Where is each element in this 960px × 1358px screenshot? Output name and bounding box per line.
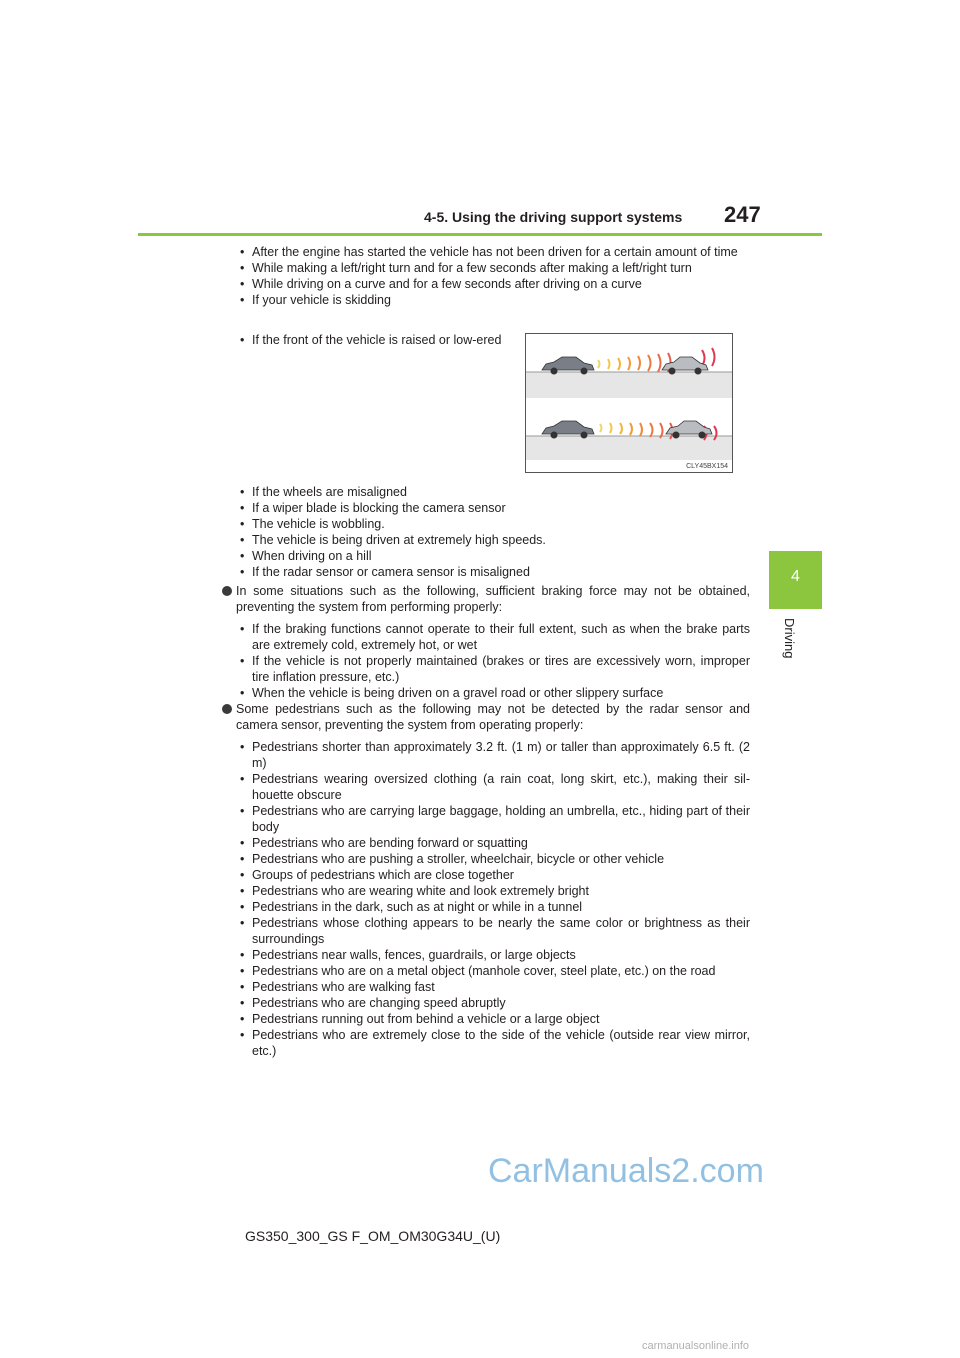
chapter-number: 4 <box>791 568 800 585</box>
list-item: • The vehicle is wobbling. <box>236 516 750 532</box>
vehicle-illustration <box>525 333 733 473</box>
figure-bullet <box>236 332 508 348</box>
list-item: • Pedestrians running out from behind a vehicle or a large object <box>236 1011 750 1027</box>
list-item: • While driving on a curve and for a few seconds after driving on a curve <box>236 276 750 292</box>
list-item: • If the front of the vehicle is raised or low-ered <box>236 332 508 348</box>
list-item: • Pedestrians who are extremely close to the side of the vehicle (outside rear view mirror, etc.) <box>236 1027 750 1059</box>
chapter-label <box>782 618 803 678</box>
list-item: • Pedestrians who are bending forward or squatting <box>236 835 750 851</box>
chapter-label-text: Driving <box>782 618 797 659</box>
list-item: • If a wiper blade is blocking the camera sensor <box>236 500 750 516</box>
list-item: • Pedestrians who are changing speed abruptly <box>236 995 750 1011</box>
list-item: • Pedestrians who are carrying large baggage, holding an umbrella, etc., hiding part of their body <box>236 803 750 835</box>
list-item: • Pedestrians whose clothing appears to be nearly the same color or brightness as their surroundings <box>236 915 750 947</box>
list-item: • Groups of pedestrians which are close together <box>236 867 750 883</box>
header-rule <box>138 233 822 236</box>
list-item: • After the engine has started the vehicle has not been driven for a certain amount of time <box>236 244 750 260</box>
document-code: GS350_300_GS F_OM_OM30G34U_(U) <box>245 1228 501 1244</box>
list-item: • Pedestrians who are on a metal object (manhole cover, steel plate, etc.) on the road <box>236 963 750 979</box>
list-item: • When driving on a hill <box>236 548 750 564</box>
section-title: 4-5. Using the driving support systems <box>424 209 683 225</box>
watermark-url[interactable]: carmanualsonline.info <box>642 1340 750 1352</box>
list-item: • Pedestrians near walls, fences, guardrails, or large objects <box>236 947 750 963</box>
list-item: • Pedestrians who are wearing white and look extremely bright <box>236 883 750 899</box>
list-item: • If the wheels are misaligned <box>236 484 750 500</box>
chapter-tab <box>769 551 822 609</box>
figure-code: CLY45BX154 <box>686 463 728 470</box>
list-item: • While making a left/right turn and for a few seconds after making a left/right turn <box>236 260 750 276</box>
list-item: • Pedestrians who are walking fast <box>236 979 750 995</box>
circle-bullet-icon <box>222 704 232 714</box>
list-item: • If the radar sensor or camera sensor is misaligned <box>236 564 750 580</box>
top-bullet-list <box>236 244 750 308</box>
watermark-logo[interactable] <box>488 1152 764 1198</box>
list-item: • Pedestrians wearing oversized clothing (a rain coat, long skirt, etc.), making their sil-houette obscure <box>236 771 750 803</box>
list-item: • The vehicle is being driven at extremely high speeds. <box>236 532 750 548</box>
list-item: • Pedestrians shorter than approximately 3.2 ft. (1 m) or taller than approximately 6.5 ft. (2 m) <box>236 739 750 771</box>
watermark-text[interactable]: CarManuals2.com <box>488 1152 764 1190</box>
section-intro: In some situations such as the following, sufficient braking force may not be obtained, preventing the system from performing properly: <box>236 584 750 614</box>
section-intro: Some pedestrians such as the following may not be detected by the radar sensor and camera sensor, preventing the system from operating properly: <box>236 702 750 732</box>
vehicle-illustration-svg <box>526 334 732 472</box>
list-item: • If your vehicle is skidding <box>236 292 750 308</box>
list-item: • When the vehicle is being driven on a gravel road or other slippery surface <box>236 685 750 701</box>
page-number: 247 <box>724 202 761 227</box>
list-item: • If the braking functions cannot operate to their full extent, such as when the brake parts are extremely cold, extremely hot, or wet <box>236 621 750 653</box>
circle-bullet-icon <box>222 586 232 596</box>
mid-bullet-list <box>236 484 750 580</box>
list-item: • Pedestrians in the dark, such as at night or while in a tunnel <box>236 899 750 915</box>
pedestrian-section <box>236 701 750 1059</box>
list-item: • If the vehicle is not properly maintained (brakes or tires are excessively worn, improper tire inflation pressure, etc.) <box>236 653 750 685</box>
list-item: • Pedestrians who are pushing a stroller, wheelchair, bicycle or other vehicle <box>236 851 750 867</box>
braking-force-section <box>236 583 750 701</box>
